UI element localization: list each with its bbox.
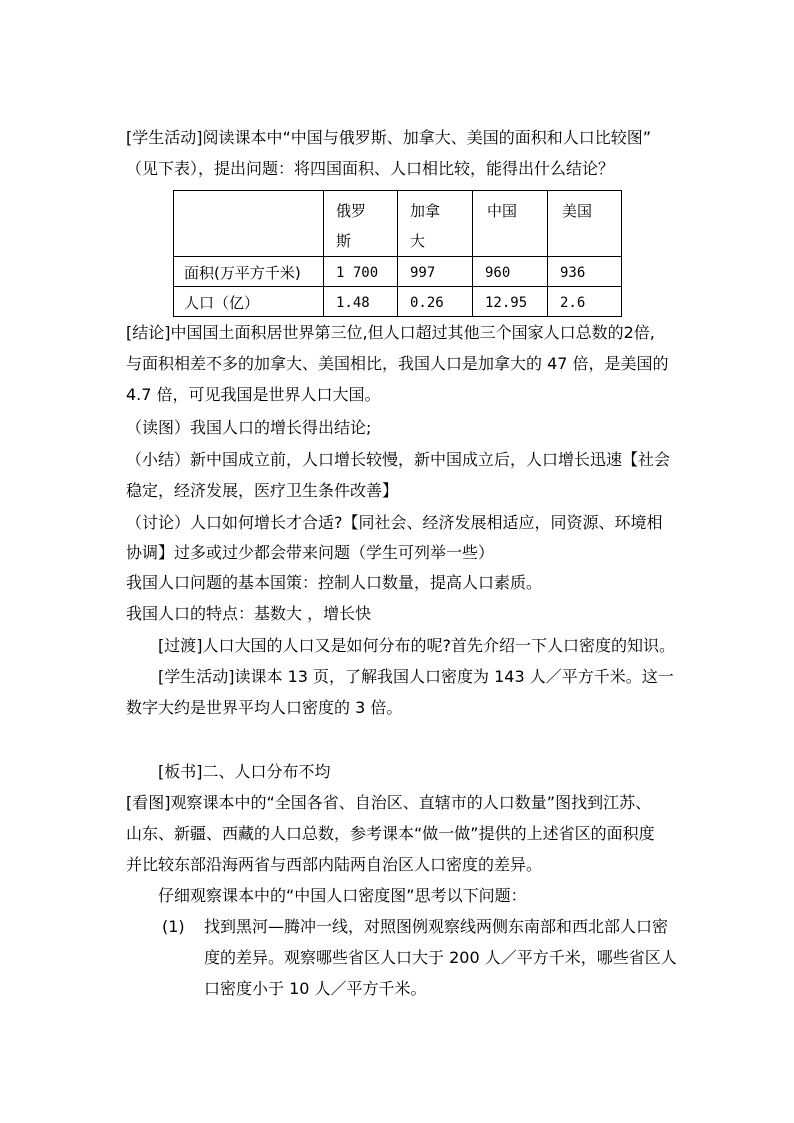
item-1-line-1: 找到黑河—腾冲一线，对照图例观察线两侧东南部和西北部人口密	[204, 917, 669, 936]
board-heading: [板书]二、人口分布不均	[158, 762, 331, 781]
summary-line-2: 稳定，经济发展，医疗卫生条件改善】	[126, 481, 399, 500]
population-canada: 0.26	[398, 287, 473, 317]
item-1-number: (1)	[162, 917, 185, 936]
header-china	[473, 191, 548, 257]
population-china: 12.95	[473, 287, 548, 317]
read-map-line: （读图）我国人口的增长得出结论;	[126, 418, 372, 437]
discussion-line-1: （讨论）人口如何增长才合适?【同社会、经济发展相适应，同资源、环境相	[126, 513, 663, 532]
row-label-area: 面积(万平方千米)	[174, 257, 324, 287]
conclusion-line-3: 4.7 倍，可见我国是世界人口大国。	[126, 385, 381, 404]
header-russia	[324, 191, 398, 257]
summary-line-1: （小结）新中国成立前，人口增长较慢，新中国成立后，人口增长迅速【社会	[126, 450, 671, 469]
header-usa-label: 美国	[562, 202, 593, 220]
policy-line: 我国人口问题的基本国策：控制人口数量，提高人口素质。	[126, 573, 543, 592]
header-canada-line-1: 加拿	[410, 202, 441, 220]
population-usa: 2.6	[548, 287, 622, 317]
table-header-row	[174, 191, 622, 257]
look-map-line-2: 山东、新疆、西藏的人口总数，参考课本“做一做”提供的上述省区的面积度	[126, 824, 655, 843]
conclusion-line-1: [结论]中国国土面积居世界第三位,但人口超过其他三个国家人口总数的2倍,	[126, 323, 655, 342]
look-map-line-1: [看图]观察课本中的“全国各省、自治区、直辖市的人口数量”图找到江苏、	[126, 793, 652, 812]
look-map-line-3: 并比较东部沿海两省与西部内陆两自治区人口密度的差异。	[126, 855, 543, 874]
header-russia-line-1: 俄罗	[336, 202, 367, 220]
transition-line: [过渡]人口大国的人口又是如何分布的呢?首先介绍一下人口密度的知识。	[158, 636, 675, 655]
population-russia: 1.48	[324, 287, 398, 317]
activity-intro-line-1: [学生活动]阅读课本中“中国与俄罗斯、加拿大、美国的面积和人口比较图”	[126, 128, 652, 147]
item-1-line-3: 口密度小于 10 人／平方千米。	[204, 979, 427, 998]
observe-line: 仔细观察课本中的“中国人口密度图”思考以下问题：	[158, 886, 527, 905]
header-usa	[548, 191, 622, 257]
activity2-line-2: 数字大约是世界平均人口密度的 3 倍。	[126, 698, 403, 717]
header-china-label: 中国	[487, 202, 518, 220]
comparison-table	[173, 190, 622, 317]
conclusion-line-2: 与面积相差不多的加拿大、美国相比，我国人口是加拿大的 47 倍，是美国的	[126, 354, 669, 373]
features-line: 我国人口的特点：基数大 ，增长快	[126, 604, 372, 623]
table-corner-cell	[174, 191, 324, 257]
area-canada: 997	[398, 257, 473, 287]
table-row	[174, 287, 622, 317]
area-russia: 1 700	[324, 257, 398, 287]
activity2-line-1: [学生活动]读课本 13 页，了解我国人口密度为 143 人／平方千米。这一	[158, 667, 674, 686]
item-1-line-2: 度的差异。观察哪些省区人口大于 200 人／平方千米，哪些省区人	[204, 948, 677, 967]
header-russia-line-2: 斯	[336, 232, 352, 250]
area-china: 960	[473, 257, 548, 287]
header-canada-line-2: 大	[410, 232, 426, 250]
activity-intro-line-2: （见下表），提出问题：将四国面积、人口相比较，能得出什么结论？	[126, 159, 615, 178]
table-row	[174, 257, 622, 287]
area-usa: 936	[548, 257, 622, 287]
discussion-line-2: 协调】过多或过少都会带来问题（学生可列举一些）	[126, 543, 495, 562]
header-canada	[398, 191, 473, 257]
row-label-population: 人口（亿）	[174, 287, 324, 317]
